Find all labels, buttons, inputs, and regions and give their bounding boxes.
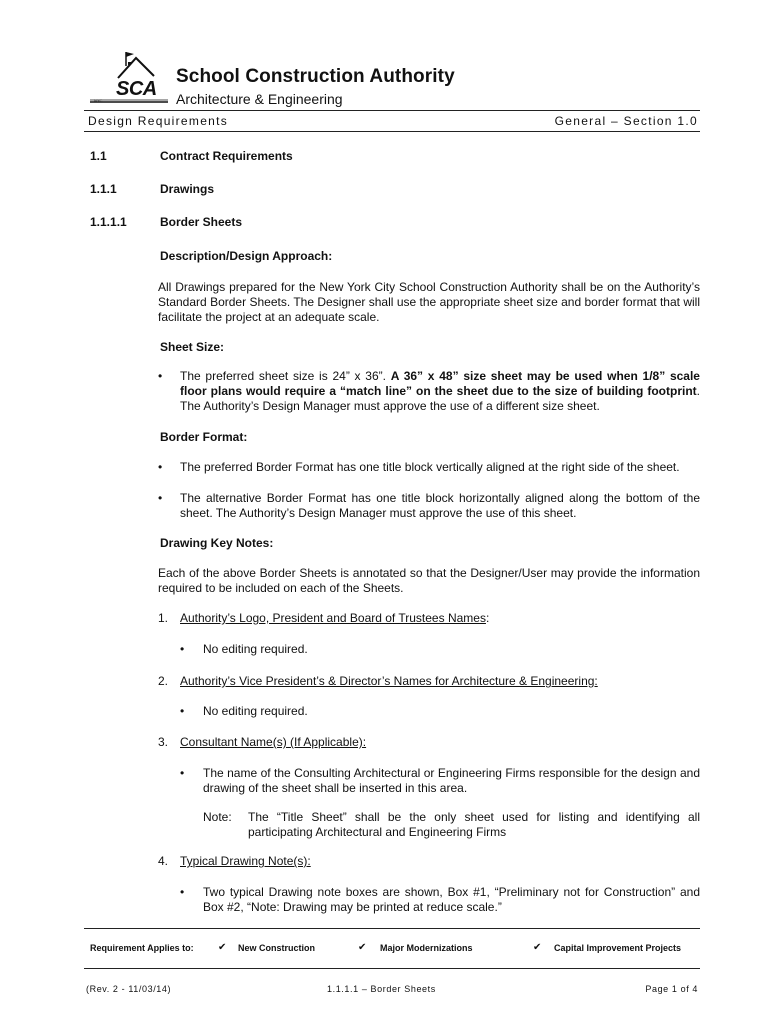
key-note-2-number: 2. [158, 674, 169, 688]
key-note-4-number: 4. [158, 854, 169, 868]
page-number: Page 1 of 4 [645, 984, 698, 994]
heading-2-title: Drawings [160, 182, 215, 196]
key-note-1-number: 1. [158, 611, 169, 625]
key-note-3-bullet: The name of the Consulting Architectural or Engineering Firms responsible for the design and drawing of the sheet shall be inserted in this area. [203, 766, 700, 795]
org-division: Architecture & Engineering [176, 91, 343, 107]
org-name: School Construction Authority [176, 66, 455, 87]
check-icon: ✔ [218, 942, 227, 953]
applies-capital-improvement: Capital Improvement Projects [554, 943, 682, 953]
key-notes-heading: Drawing Key Notes: [160, 536, 274, 550]
bullet-dot: • [180, 766, 185, 780]
heading-1-title: Contract Requirements [160, 149, 293, 163]
intro-paragraph: All Drawings prepared for the New York City School Construction Authority shall be on the Authority’s Standard Border Sheets. The Designer shall use the appropriate sheet size and border format that will facilitate the project at an adequate scale. [158, 280, 700, 324]
footer-rule-top [84, 928, 700, 929]
heading-3-title: Border Sheets [160, 215, 243, 229]
border-format-bullet-2: The alternative Border Format has one title block horizontally aligned along the bottom of the sheet. The Authority’s Design Manager must approve the use of this sheet. [180, 491, 700, 520]
applies-major-modernizations: Major Modernizations [380, 943, 473, 953]
heading-1-number: 1.1 [90, 149, 107, 163]
key-note-2-label: Authority’s Vice President’s & Director’s Names for Architecture & Engineering: [180, 674, 598, 688]
check-icon: ✔ [358, 942, 367, 953]
key-note-1-label: Authority’s Logo, President and Board of Trustees Names: [180, 611, 490, 625]
header-rule-bottom [84, 131, 700, 132]
section-label: General – Section 1.0 [554, 114, 698, 128]
key-notes-intro: Each of the above Border Sheets is annotated so that the Designer/User may provide the information required to be included on each of the Sheets. [158, 566, 700, 595]
bullet-dot: • [180, 704, 185, 718]
border-format-bullet-1: The preferred Border Format has one title block vertically aligned at the right side of the sheet. [180, 460, 680, 474]
bullet-dot: • [158, 369, 163, 383]
check-icon: ✔ [533, 942, 542, 953]
sca-logo [88, 48, 170, 104]
bullet-dot: • [180, 642, 185, 656]
heading-3-number: 1.1.1.1 [90, 215, 127, 229]
bullet-dot: • [180, 885, 185, 899]
logo-text: SCA [116, 78, 157, 100]
key-note-2-bullet: No editing required. [203, 704, 308, 718]
key-note-3-note: The “Title Sheet” shall be the only sheet used for listing and identifying all participating Architectural and Engineering Firms [248, 810, 700, 839]
header-rule-top [84, 110, 700, 111]
approach-heading: Description/Design Approach: [160, 249, 333, 263]
page-reference: 1.1.1.1 – Border Sheets [327, 984, 436, 994]
key-note-4-bullet: Two typical Drawing note boxes are shown, Box #1, “Preliminary not for Construction” and Box #2, “Note: Drawing may be printed at reduce scale.” [203, 885, 700, 914]
bullet-dot: • [158, 491, 163, 505]
revision-label: (Rev. 2 - 11/03/14) [86, 984, 172, 994]
border-format-heading: Border Format: [160, 430, 248, 444]
key-note-3-note-label: Note: [203, 810, 232, 824]
applies-new-construction: New Construction [238, 943, 316, 953]
key-note-3-label: Consultant Name(s) (If Applicable): [180, 735, 367, 749]
bullet-dot: • [158, 460, 163, 474]
svg-text:NYC: NYC [94, 98, 103, 103]
doc-type: Design Requirements [88, 114, 229, 128]
key-note-4-label: Typical Drawing Note(s): [180, 854, 311, 868]
footer-rule-bottom [84, 968, 700, 969]
applies-label: Requirement Applies to: [90, 943, 194, 953]
sheet-size-bullet: The preferred sheet size is 24” x 36”. A 36” x 48” size sheet may be used when 1/8” scale floor plans would require a “match line” on the sheet due to the size of building footprint. The Authority’s Design Manager must approve the use of a different size sheet. [180, 369, 700, 413]
heading-2-number: 1.1.1 [90, 182, 117, 196]
key-note-1-bullet: No editing required. [203, 642, 308, 656]
key-note-3-number: 3. [158, 735, 169, 749]
sheet-size-heading: Sheet Size: [160, 340, 225, 354]
